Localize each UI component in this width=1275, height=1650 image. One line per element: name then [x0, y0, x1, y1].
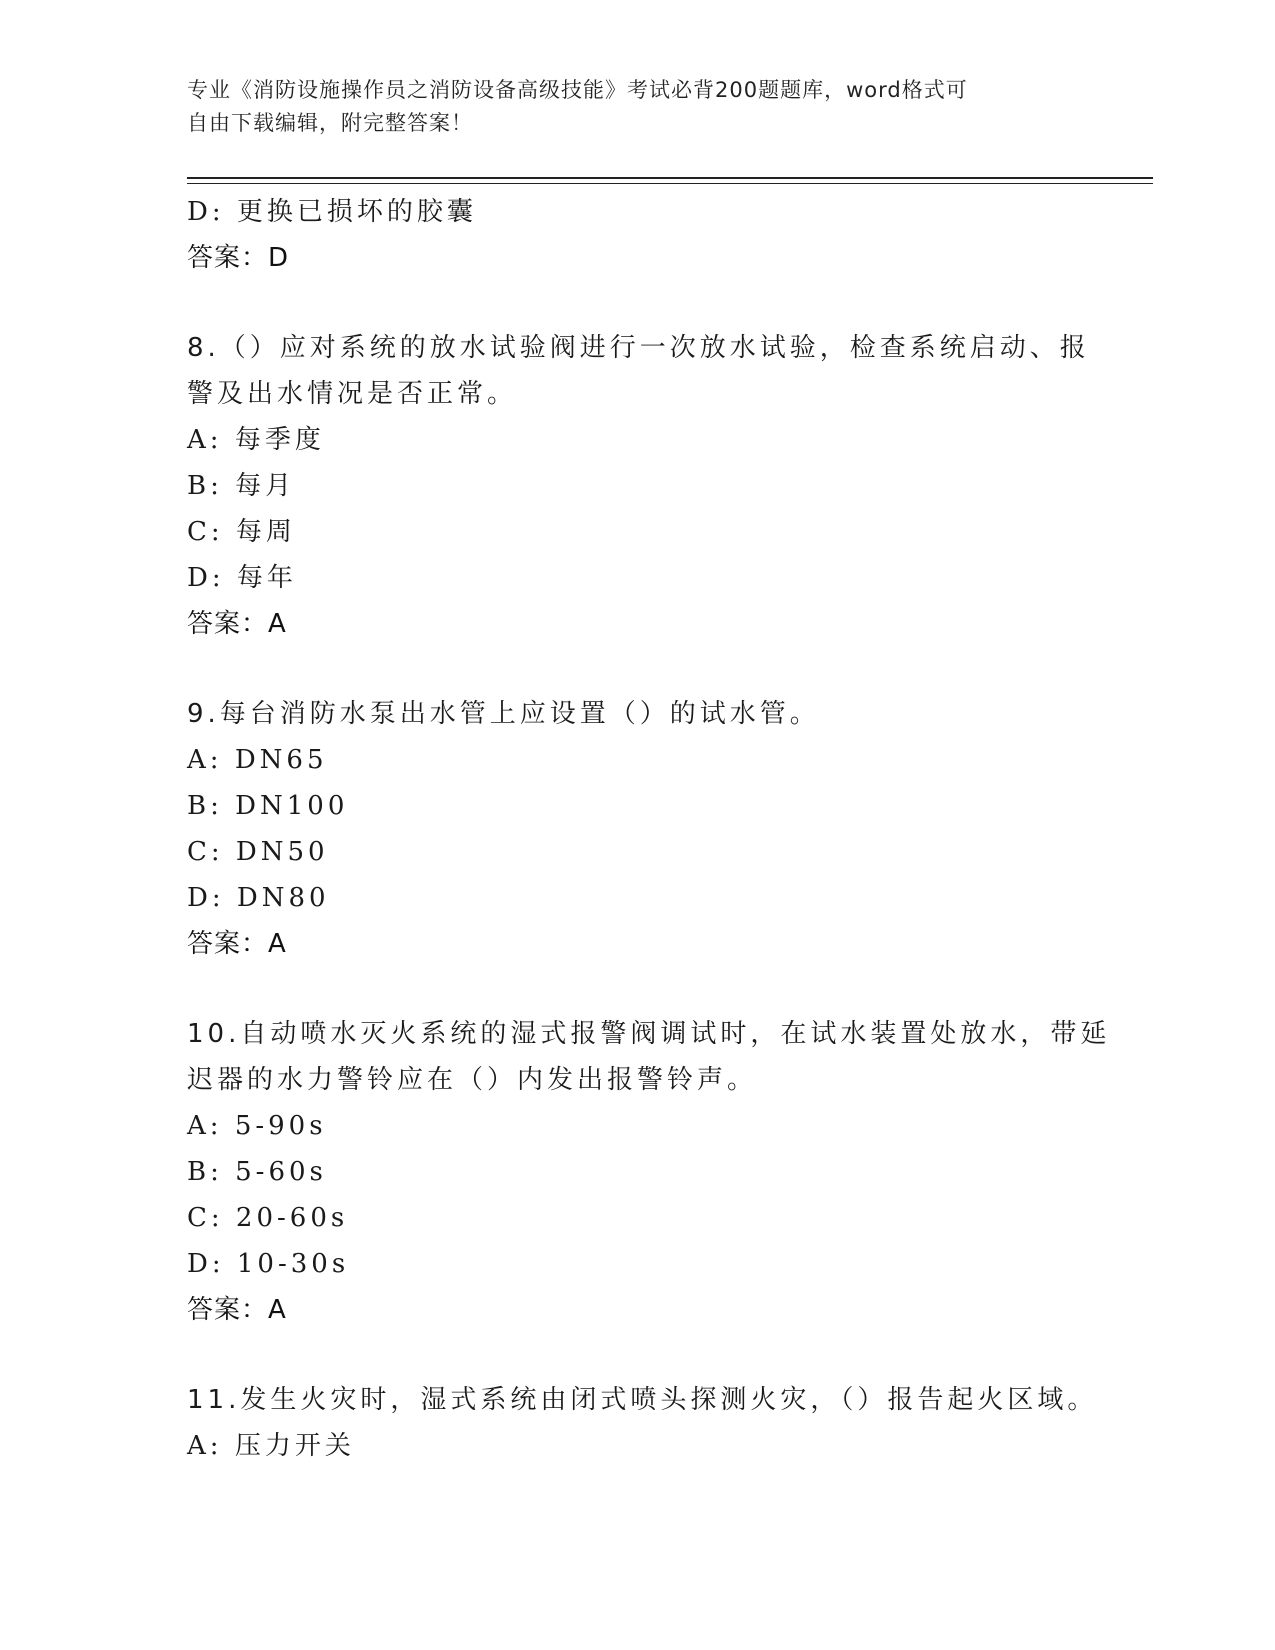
spacer [187, 967, 1087, 1011]
header-divider-thick [187, 177, 1153, 179]
option-label: D: [187, 883, 225, 913]
option-label: B: [187, 791, 223, 821]
option-text: 5-60s [235, 1157, 327, 1187]
question-content [187, 189, 1111, 1469]
spacer [187, 647, 1087, 691]
question-stem-line-1: 11.发生火灾时，湿式系统由闭式喷头探测火灾，（）报告起火区域。 [187, 1385, 1098, 1415]
option-label: D: [187, 563, 225, 593]
question-9 [187, 691, 1087, 967]
option-b [187, 463, 1087, 509]
option-text: 每周 [235, 517, 296, 547]
document-header [187, 74, 1067, 140]
option-label: D: [187, 1249, 225, 1279]
option-b [187, 1149, 1087, 1195]
option-text: 每季度 [234, 425, 325, 455]
question-10 [187, 1011, 1111, 1333]
option-label: D: [187, 197, 225, 227]
option-text: 每月 [235, 471, 296, 501]
option-d [187, 189, 1087, 235]
option-a [187, 1103, 1087, 1149]
question-11 [187, 1377, 1098, 1469]
option-text: 5-90s [234, 1111, 327, 1141]
option-text: 20-60s [235, 1203, 349, 1233]
option-a [187, 417, 1087, 463]
option-c [187, 829, 1087, 875]
question-stem-line-1: 8.（）应对系统的放水试验阀进行一次放水试验，检查系统启动、报 [187, 333, 1090, 363]
spacer [187, 281, 1087, 325]
option-label: A: [187, 1431, 223, 1461]
answer-line: 答案：D [187, 243, 290, 273]
option-label: A: [187, 425, 223, 455]
option-c [187, 1195, 1087, 1241]
option-text: 每年 [236, 563, 297, 593]
answer-line: 答案：A [187, 1295, 287, 1325]
option-label: B: [187, 471, 223, 501]
option-label: C: [187, 837, 224, 867]
option-label: A: [187, 745, 223, 775]
question-stem-line-2: 迟器的水力警铃应在（）内发出报警铃声。 [187, 1065, 758, 1095]
option-d [187, 555, 1087, 601]
option-d [187, 875, 1087, 921]
option-text: 更换已损坏的胶囊 [236, 197, 477, 227]
option-text: 压力开关 [234, 1431, 355, 1461]
option-a [187, 1423, 1087, 1469]
answer-line: 答案：A [187, 609, 287, 639]
question-stem-line-2: 警及出水情况是否正常。 [187, 379, 518, 409]
header-divider-thin [187, 183, 1153, 184]
option-text: DN100 [235, 791, 349, 821]
option-d [187, 1241, 1087, 1287]
option-text: DN50 [235, 837, 329, 867]
header-line-2: 自由下载编辑，附完整答案！ [187, 111, 473, 135]
option-text: DN65 [234, 745, 328, 775]
option-text: DN80 [236, 883, 330, 913]
option-a [187, 737, 1087, 783]
option-label: A: [187, 1111, 223, 1141]
question-8 [187, 325, 1090, 647]
spacer [187, 1333, 1087, 1377]
answer-line: 答案：A [187, 929, 287, 959]
option-label: C: [187, 517, 224, 547]
question-stem-line-1: 9.每台消防水泵出水管上应设置（）的试水管。 [187, 699, 820, 729]
option-label: C: [187, 1203, 224, 1233]
option-c [187, 509, 1087, 555]
header-line-1: 专业《消防设施操作员之消防设备高级技能》考试必背200题题库，word格式可 [187, 78, 968, 102]
option-label: B: [187, 1157, 223, 1187]
question-stem-line-1: 10.自动喷水灭火系统的湿式报警阀调试时，在试水装置处放水，带延 [187, 1019, 1111, 1049]
option-b [187, 783, 1087, 829]
option-text: 10-30s [236, 1249, 350, 1279]
